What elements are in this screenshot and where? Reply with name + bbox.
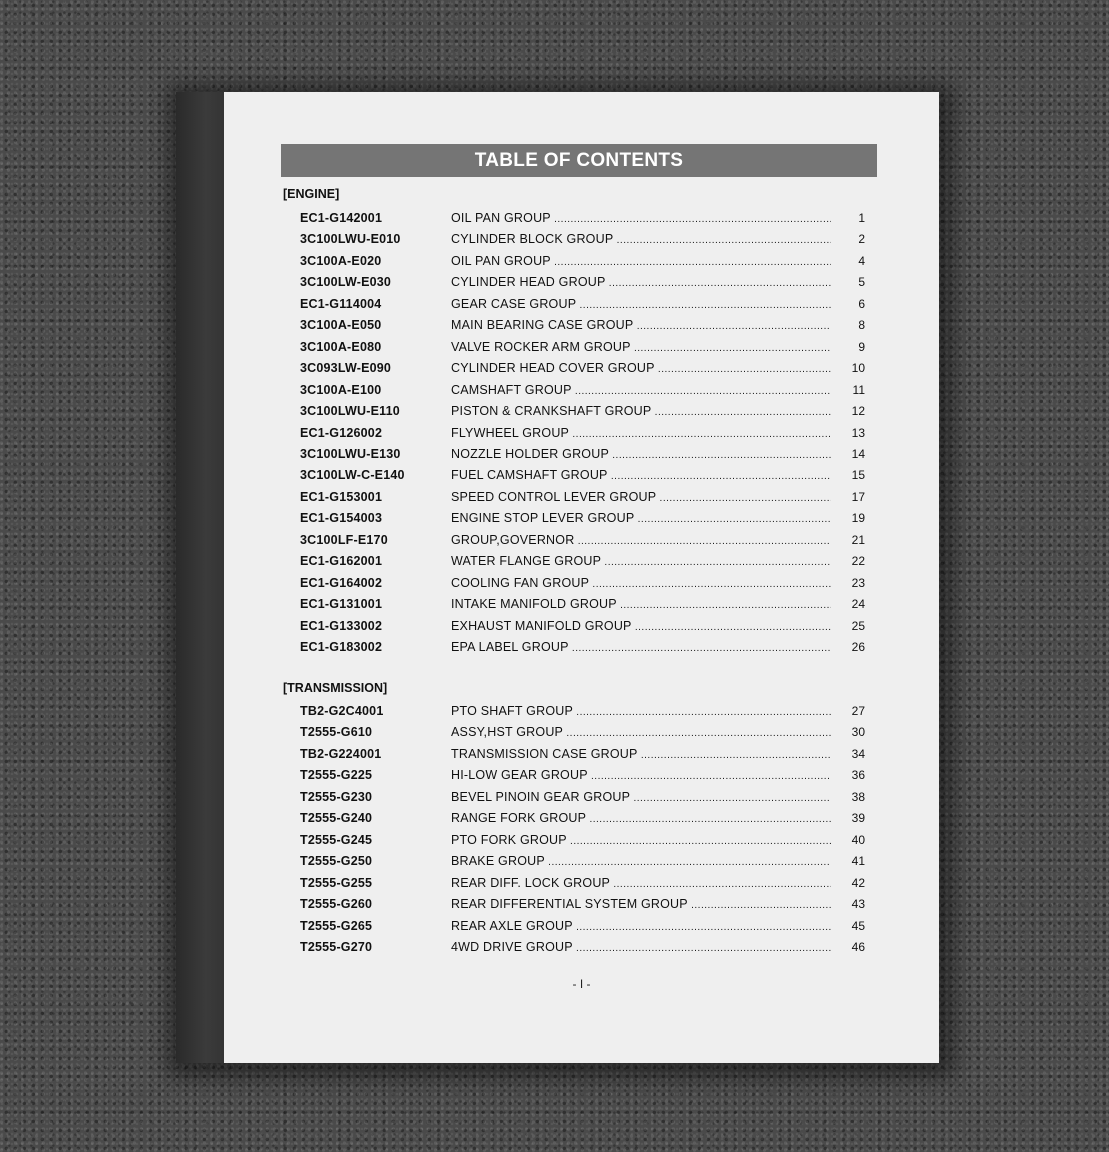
part-code: EC1-G154003 [300, 511, 383, 526]
entry-title: WATER FLANGE GROUP ..... [451, 551, 831, 573]
part-code: EC1-G153001 [300, 489, 383, 504]
entry-page-number: 34 [851, 746, 865, 761]
toc-entry[interactable] [224, 465, 939, 486]
entry-page-number: 43 [851, 897, 865, 912]
toc-entry[interactable] [224, 272, 939, 293]
entry-title: INTAKE MANIFOLD GROUP ..... [451, 594, 831, 616]
part-code: 3C100LF-E170 [300, 532, 388, 547]
document-page [224, 92, 939, 1063]
toc-entry[interactable] [224, 722, 939, 743]
entry-page-number: 25 [851, 618, 865, 633]
entry-title: GEAR CASE GROUP ..... [451, 294, 831, 316]
entry-page-number: 5 [858, 275, 865, 290]
entry-page-number: 40 [851, 832, 865, 847]
toc-entry[interactable] [224, 337, 939, 358]
toc-entry[interactable] [224, 701, 939, 722]
toc-entry[interactable] [224, 637, 939, 658]
entry-title: GROUP,GOVERNOR ..... [451, 530, 831, 552]
part-code: EC1-G164002 [300, 575, 383, 590]
toc-entry[interactable] [224, 916, 939, 937]
toc-entry[interactable] [224, 830, 939, 851]
entry-page-number: 39 [851, 811, 865, 826]
toc-entry[interactable] [224, 937, 939, 958]
toc-entry[interactable] [224, 358, 939, 379]
toc-entry[interactable] [224, 894, 939, 915]
entry-page-number: 22 [851, 554, 865, 569]
section-label-transmission: [TRANSMISSION] [283, 681, 388, 695]
entry-title: REAR DIFF. LOCK GROUP ..... [451, 873, 831, 895]
entry-title: BRAKE GROUP ..... [451, 851, 831, 873]
entry-title: TRANSMISSION CASE GROUP ..... [451, 744, 831, 766]
toc-entry[interactable] [224, 551, 939, 572]
entry-title: RANGE FORK GROUP ..... [451, 808, 831, 830]
entry-title: REAR AXLE GROUP ..... [451, 916, 831, 938]
entry-page-number: 11 [852, 382, 865, 397]
entry-title: PTO SHAFT GROUP ..... [451, 701, 831, 723]
entry-page-number: 9 [858, 339, 865, 354]
toc-entry[interactable] [224, 530, 939, 551]
part-code: 3C100A-E100 [300, 382, 382, 397]
entry-page-number: 24 [851, 597, 865, 612]
entry-title: EXHAUST MANIFOLD GROUP ..... [451, 616, 831, 638]
entry-page-number: 41 [851, 854, 865, 869]
entry-title: REAR DIFFERENTIAL SYSTEM GROUP ..... [451, 894, 831, 916]
part-code: T2555-G270 [300, 939, 373, 954]
entry-page-number: 12 [851, 404, 865, 419]
part-code: 3C093LW-E090 [300, 361, 392, 376]
entry-page-number: 15 [851, 468, 865, 483]
entry-title: EPA LABEL GROUP ..... [451, 637, 831, 659]
toc-entry[interactable] [224, 787, 939, 808]
toc-entry[interactable] [224, 616, 939, 637]
part-code: EC1-G114004 [300, 296, 382, 311]
part-code: EC1-G133002 [300, 618, 383, 633]
entry-title: CYLINDER HEAD COVER GROUP ..... [451, 358, 831, 380]
part-code: TB2-G2C4001 [300, 704, 384, 718]
toc-heading: TABLE OF CONTENTS [281, 144, 877, 177]
part-code: EC1-G183002 [300, 640, 383, 654]
entry-page-number: 21 [851, 532, 865, 547]
entry-title: SPEED CONTROL LEVER GROUP ..... [451, 487, 831, 509]
entry-title: ENGINE STOP LEVER GROUP ..... [451, 508, 831, 530]
toc-entry[interactable] [224, 444, 939, 465]
toc-entry[interactable] [224, 744, 939, 765]
part-code: EC1-G142001 [300, 211, 383, 225]
toc-entry[interactable] [224, 208, 939, 229]
part-code: T2555-G250 [300, 854, 373, 869]
part-code: EC1-G131001 [300, 597, 383, 612]
toc-entry[interactable] [224, 251, 939, 272]
part-code: T2555-G260 [300, 897, 373, 912]
part-code: 3C100LW-E030 [300, 275, 392, 290]
toc-entry[interactable] [224, 594, 939, 615]
part-code: T2555-G230 [300, 789, 373, 804]
entry-title: ASSY,HST GROUP ..... [451, 722, 831, 744]
toc-entry[interactable] [224, 401, 939, 422]
part-code: TB2-G224001 [300, 746, 382, 761]
part-code: 3C100LW-C-E140 [300, 468, 405, 483]
part-code: 3C100LWU-E110 [300, 404, 400, 419]
part-code: T2555-G245 [300, 832, 373, 847]
entry-page-number: 2 [858, 232, 865, 247]
toc-entry[interactable] [224, 851, 939, 872]
entry-title: MAIN BEARING CASE GROUP ..... [451, 315, 831, 337]
entry-title: CAMSHAFT GROUP ..... [451, 380, 831, 402]
entry-title: FLYWHEEL GROUP ..... [451, 423, 831, 445]
part-code: T2555-G610 [300, 725, 373, 740]
entry-title: PISTON & CRANKSHAFT GROUP ..... [451, 401, 831, 423]
toc-entry[interactable] [224, 487, 939, 508]
entry-page-number: 36 [851, 768, 865, 783]
entry-page-number: 10 [851, 361, 865, 376]
entry-title: VALVE ROCKER ARM GROUP ..... [451, 337, 831, 359]
entry-title: COOLING FAN GROUP ..... [451, 573, 831, 595]
entry-page-number: 46 [851, 939, 865, 954]
toc-entry[interactable] [224, 423, 939, 444]
entry-title: BEVEL PINOIN GEAR GROUP ..... [451, 787, 831, 809]
entry-title: CYLINDER BLOCK GROUP ..... [451, 229, 831, 251]
entry-page-number: 13 [851, 425, 865, 440]
entry-title: CYLINDER HEAD GROUP ..... [451, 272, 831, 294]
toc-entry[interactable] [224, 508, 939, 529]
toc-entry[interactable] [224, 808, 939, 829]
toc-entry[interactable] [224, 573, 939, 594]
entry-title: PTO FORK GROUP ..... [451, 830, 831, 852]
entry-page-number: 27 [851, 704, 865, 718]
entry-page-number: 26 [851, 640, 865, 654]
section-label-engine: [ENGINE] [283, 187, 340, 201]
part-code: T2555-G265 [300, 918, 373, 933]
entry-title: FUEL CAMSHAFT GROUP ..... [451, 465, 831, 487]
entry-page-number: 8 [858, 318, 865, 333]
entry-title: OIL PAN GROUP ..... [451, 251, 831, 273]
entry-title: HI-LOW GEAR GROUP ..... [451, 765, 831, 787]
entry-page-number: 42 [851, 875, 865, 890]
entry-page-number: 45 [851, 918, 865, 933]
entry-page-number: 38 [851, 789, 865, 804]
toc-entry[interactable] [224, 229, 939, 250]
part-code: 3C100A-E020 [300, 253, 382, 268]
entry-page-number: 19 [851, 511, 865, 526]
entry-page-number: 17 [851, 489, 865, 504]
toc-entry[interactable] [224, 380, 939, 401]
part-code: T2555-G255 [300, 875, 373, 890]
toc-entry[interactable] [224, 294, 939, 315]
book-binding [176, 92, 226, 1063]
toc-entry[interactable] [224, 315, 939, 336]
entry-page-number: 14 [851, 446, 865, 461]
toc-entry[interactable] [224, 873, 939, 894]
part-code: EC1-G126002 [300, 425, 383, 440]
entry-page-number: 4 [858, 253, 865, 268]
page-number-footer: - I - [572, 977, 591, 991]
part-code: T2555-G240 [300, 811, 373, 826]
toc-entry[interactable] [224, 765, 939, 786]
entry-page-number: 6 [858, 296, 865, 311]
entry-page-number: 1 [858, 211, 865, 225]
part-code: EC1-G162001 [300, 554, 383, 569]
entry-page-number: 23 [851, 575, 865, 590]
part-code: 3C100LWU-E010 [300, 232, 401, 247]
entry-page-number: 30 [851, 725, 865, 740]
entry-title: 4WD DRIVE GROUP ..... [451, 937, 831, 959]
part-code: 3C100A-E080 [300, 339, 382, 354]
part-code: 3C100A-E050 [300, 318, 382, 333]
part-code: 3C100LWU-E130 [300, 446, 401, 461]
entry-title: OIL PAN GROUP ..... [451, 208, 831, 230]
part-code: T2555-G225 [300, 768, 373, 783]
entry-title: NOZZLE HOLDER GROUP ..... [451, 444, 831, 466]
